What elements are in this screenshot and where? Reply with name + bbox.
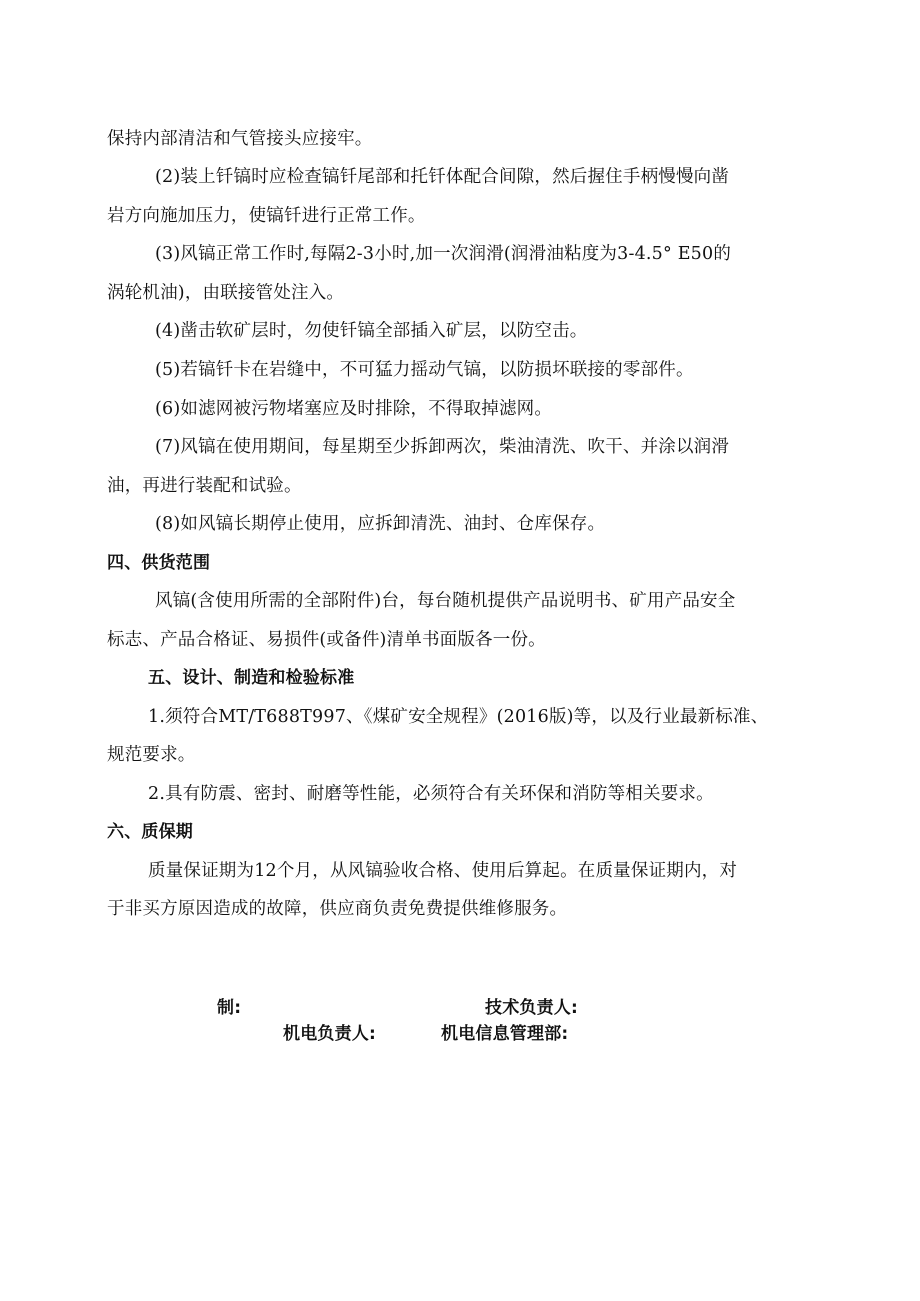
body-line: 涡轮机油)，由联接管处注入。	[107, 283, 345, 303]
body-line: 于非买方原因造成的故障，供应商负责免费提供维修服务。	[107, 899, 568, 919]
body-line: (5)若镐钎卡在岩缝中，不可猛力摇动气镐，以防损坏联接的零部件。	[155, 360, 694, 380]
body-line: 风镐(含使用所需的全部附件)台，每台随机提供产品说明书、矿用产品安全	[155, 591, 736, 611]
signature-tech-lead-label: 技术负责人:	[485, 998, 578, 1018]
body-line: 保持内部清洁和气管接头应接牢。	[107, 129, 373, 149]
body-line: 油，再进行装配和试验。	[107, 476, 302, 496]
signature-prepared-label: 制:	[217, 998, 242, 1018]
body-line: (4)凿击软矿层时，勿使钎镐全部插入矿层，以防空击。	[155, 321, 588, 341]
body-line: 岩方向施加压力，使镐钎进行正常工作。	[107, 206, 426, 226]
body-line: 质量保证期为12个月，从风镐验收合格、使用后算起。在质量保证期内，对	[148, 861, 738, 881]
signature-mech-dept-label: 机电信息管理部:	[441, 1024, 569, 1044]
section-heading: 四、供货范围	[107, 553, 211, 573]
signature-mech-lead-label: 机电负责人:	[283, 1024, 376, 1044]
body-line: (8)如风镐长期停止使用，应拆卸清洗、油封、仓库保存。	[155, 514, 606, 534]
body-line: (7)风镐在使用期间，每星期至少拆卸两次，柴油清洗、吹干、并涂以润滑	[155, 437, 730, 457]
section-heading: 六、质保期	[107, 822, 193, 842]
body-line: (2)装上钎镐时应检查镐钎尾部和托钎体配合间隙，然后握住手柄慢慢向凿	[155, 167, 730, 187]
body-line: 规范要求。	[107, 745, 196, 765]
body-line: (6)如滤网被污物堵塞应及时排除，不得取掉滤网。	[155, 399, 553, 419]
body-line: (3)风镐正常工作时,每隔2-3小时,加一次润滑(润滑油粘度为3-4.5° E50的	[155, 244, 732, 264]
body-line: 1.须符合MT/T688T997、《煤矿安全规程》(2016版)等，以及行业最新标准、	[148, 707, 769, 727]
section-heading: 五、设计、制造和检验标准	[148, 668, 355, 688]
body-line: 2.具有防震、密封、耐磨等性能，必须符合有关环保和消防等相关要求。	[148, 784, 714, 804]
body-line: 标志、产品合格证、易损件(或备件)清单书面版各一份。	[107, 630, 546, 650]
